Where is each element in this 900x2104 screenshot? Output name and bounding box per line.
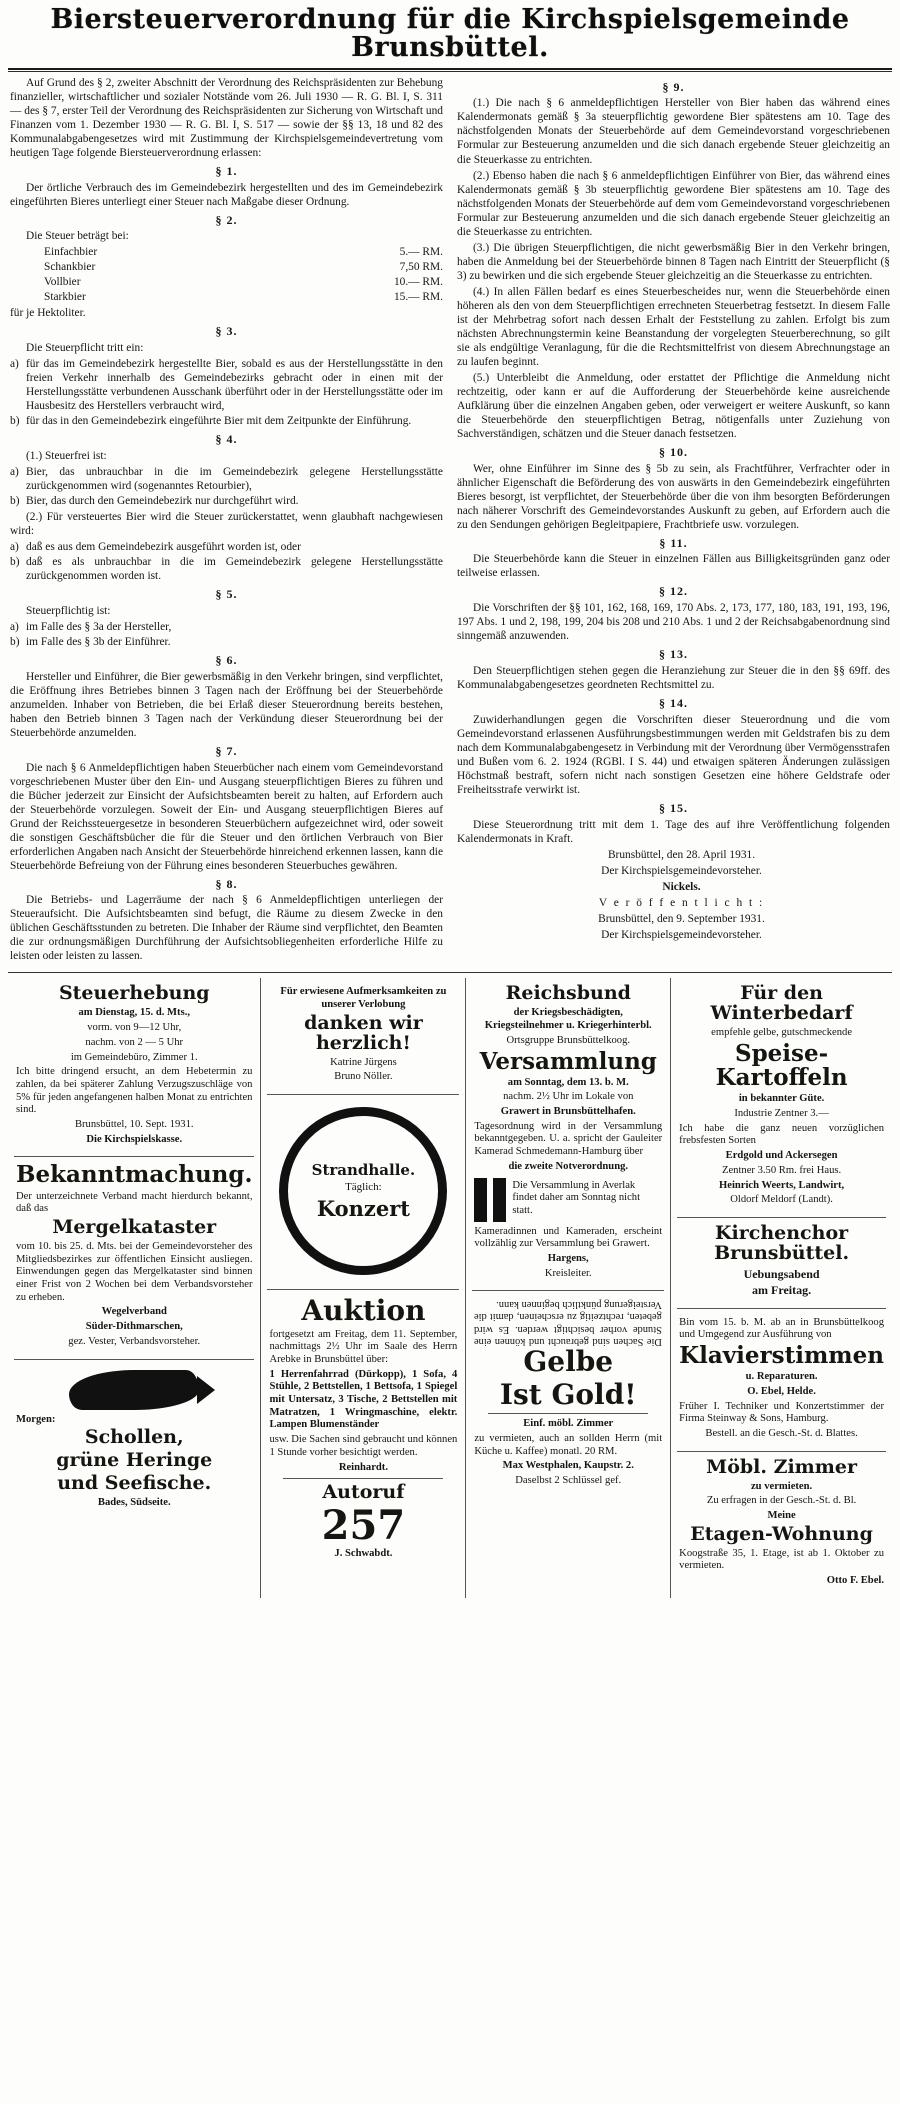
section-heading-13: § 13. bbox=[659, 647, 688, 662]
ad-subtitle: Ortsgruppe Brunsbüttelkoog. bbox=[506, 1034, 631, 1046]
ad-body: Ich bitte dringend ersucht, an dem Hebetermin zu zahlen, da bei späterer Zahlung Verzugszuschläge von 5% für jeden angefangenen halben Monat zu entrichten sind. bbox=[16, 1066, 253, 1116]
tax-rate-list bbox=[10, 245, 443, 304]
section-14-p1: Zuwiderhandlungen gegen die Vorschriften dieser Steuerordnung und die vom Gemeindevorstand erlassenen Ausführungsbestimmungen werden mit Geldstrafen bis zu dem nach dem Kommunalabgabengesetz in Verbindung mit der Verordnung über Vermögensstrafen und Bußen vom 6. 2. 1924 (RGBl. I S. 44) und etwaigen späteren Änderungen zulässigen Höchstmaß bestraft, sofern nicht nach sonstigen Gesetzen eine höhere Geldstrafe oder Freiheitsstrafe verwirkt ist. bbox=[457, 713, 890, 796]
ad-line-3: Früher I. Techniker und Konzertstimmer der Firma Steinway & Sons, Hamburg. bbox=[679, 1400, 884, 1425]
section-heading-15: § 15. bbox=[659, 800, 688, 815]
fish-icon bbox=[69, 1370, 199, 1410]
ad-line-3: nachm. von 2 — 5 Uhr bbox=[85, 1036, 184, 1048]
masthead-rule-thick bbox=[8, 68, 892, 70]
list-item bbox=[10, 635, 443, 649]
ad-body-3: usw. Die Sachen sind gebraucht und können 1 Stunde vorher besichtigt werden. bbox=[269, 1434, 458, 1458]
list-item bbox=[10, 357, 443, 413]
ad-top: Bin vom 15. b. M. ab an in Brunsbüttelkoog und Umgegend zur Ausführung von bbox=[679, 1316, 884, 1341]
ad-headline: Speise-Kartoffeln bbox=[715, 1040, 848, 1092]
ad-divider bbox=[283, 1478, 443, 1479]
ad-title: Morgen: bbox=[16, 1413, 56, 1425]
ad-upside-down-notice[interactable] bbox=[472, 1291, 664, 1497]
ad-verlobung-dank[interactable] bbox=[267, 978, 459, 1095]
page-title: Biersteuerverordnung für die Kirchspielsgemeinde Brunsbüttel. bbox=[50, 4, 850, 64]
list-item bbox=[10, 540, 443, 554]
section-5-list bbox=[10, 620, 443, 649]
ad-divider bbox=[488, 1413, 648, 1414]
ad-headline: Klavierstimmen bbox=[679, 1342, 884, 1370]
ad-headline-1: Gelbe bbox=[523, 1345, 614, 1379]
ad-line-3: Erdgold und Ackersegen bbox=[725, 1150, 838, 1162]
list-item bbox=[10, 414, 443, 428]
ad-body: Der unterzeichnete Verband macht hierdurch bekannt, daß das bbox=[16, 1190, 253, 1215]
flag-icon bbox=[474, 1178, 487, 1222]
section-9-p1: (1.) Die nach § 6 anmeldepflichtigen Hersteller von Bier haben das während eines Kalendermonats gemäß § 3a steuerpflichtig gewordene Bier spätestens am 10. Tage des nächstfolgenden Monats der Steuerbehörde auf dem Gemeindevorstand vorgeschriebenen Formular zur Besteuerung anzumelden und die sich danach ergebende Steuer gleichzeitig an die Steuerkasse zu entrichten. bbox=[457, 97, 890, 166]
rate-value-1: 7,50 RM. bbox=[399, 261, 443, 274]
ad-wohnung[interactable] bbox=[677, 1452, 886, 1598]
ad-klavierstimmen[interactable] bbox=[677, 1309, 886, 1452]
tax-rate-row bbox=[10, 275, 443, 289]
ad-headline-2: Etagen-Wohnung bbox=[690, 1522, 873, 1545]
ad-fischhandlung[interactable] bbox=[14, 1360, 254, 1520]
section-15-p1: Diese Steuerordnung tritt mit dem 1. Tage des auf ihre Veröffentlichung folgenden Kalendermonats in Kraft. bbox=[457, 818, 890, 845]
ad-title-2: der Kriegsbeschädigten, Kriegsteilnehmer u. Kriegerhinterbl. bbox=[484, 1007, 652, 1032]
ad-line-1: Schollen, bbox=[84, 1426, 184, 1449]
ad-body-2: Kameradinnen und Kameraden, erscheint vollzählig zur Versammlung bei Grawert. bbox=[474, 1225, 663, 1250]
ad-name-2: Bruno Nöller. bbox=[334, 1071, 393, 1083]
ad-title-2: empfehle gelbe, gutschmeckende bbox=[711, 1027, 853, 1039]
ad-line-1: am Dienstag, 15. d. Mts., bbox=[78, 1007, 190, 1019]
ad-room-body: zu vermieten, auch an sollden Herrn (mit Küche u. Kaffee) monatl. 20 RM. bbox=[474, 1432, 663, 1457]
list-text: für das in den Gemeindebezirk eingeführte Bier mit dem Zeitpunkte der Einführung. bbox=[26, 415, 412, 428]
ad-subtitle: Mergelkataster bbox=[52, 1215, 217, 1238]
advertisement-section bbox=[0, 978, 900, 1605]
ad-title: Kirchenchor Brunsbüttel. bbox=[714, 1221, 850, 1264]
ad-headline-2: Ist Gold! bbox=[499, 1377, 637, 1411]
intro-paragraph: Auf Grund des § 2, zweiter Abschnitt der Verordnung des Reichspräsidenten zur Behebung finanzieller, wirtschaftlicher und sozialer Notstände vom 26. Juli 1930 — R. G. Bl. I, S. 311 — des § 7, erster Teil der Verordnung des Reichspräsidenten zur Sicherung von Wirtschaft und Finanzen vom 1. Dezember 1930 — R. G. Bl. I, S. 517 — sowie der §§ 13, 18 und 82 des Kommunalabgabengesetzes wird mit Zustimmung der Kirchspielsgemeindevertretung vom heutigen Tage folgende Biersteuerverordnung erlassen: bbox=[10, 76, 443, 159]
ad-body-2: vom 10. bis 25. d. Mts. bei der Gemeindevorsteher des Mitgliedsbezirkes zur öffentlichen Einsicht ausliegen. Einwendungen gegen das Mergelkataster sind binnen einer Frist von 2 Wochen bei dem Verbandsvorsteher zu erheben. bbox=[16, 1240, 253, 1303]
tax-rate-row bbox=[10, 260, 443, 274]
ad-line-3: Meine bbox=[767, 1510, 796, 1522]
section-11-p1: Die Steuerbehörde kann die Steuer in einzelnen Fällen aus Billigkeitsgründen ganz oder teilweise erlassen. bbox=[457, 553, 890, 580]
left-column bbox=[10, 76, 443, 966]
ad-bekanntmachung[interactable] bbox=[14, 1157, 254, 1359]
circle-frame bbox=[279, 1107, 447, 1275]
flag-icon bbox=[493, 1178, 506, 1222]
ad-body-2: 1 Herrenfahrrad (Dürkopp), 1 Sofa, 4 Stühle, 2 Bettstellen, 1 Bettsofa, 1 Spiegel mit Untersatz, 3 Tische, 2 Bettstellen mit Matratzen, 1 Wringmaschine, elektr. Lampen Blumenständer bbox=[269, 1368, 458, 1431]
publish-label: V e r ö f f e n t l i c h t : bbox=[598, 896, 765, 909]
ad-line-1: u. Reparaturen. bbox=[745, 1371, 818, 1383]
list-text: für das im Gemeindebezirk hergestellte Bier, sobald es aus der Herstellungsstätte in den freien Verkehr innerhalb des Gemeindebezirks gebracht oder in einen mit der Herstellungsstätte verbundenen Ausschank überführt oder in der Herstellungsstätte oder im Hausbesitz des Herstellers verbraucht wird, bbox=[26, 358, 443, 413]
ad-line-3: Grawert in Brunsbüttelhafen. bbox=[500, 1106, 636, 1118]
section-9-p4: (4.) In allen Fällen bedarf es eines Steuerbescheides nur, wenn die Steuerbehörde einen höheren als den von dem Steuerpflichtigen errechneten Steuerbetrag festsetzt. In diesem Falle ist der Mehrbetrag sofort nach dessen Erhalt der Feststellung zu zahlen. Erfolgt bis zum nächsten Abrechnungstermin keine Beanstandung der vorgelegten Steuerberechnung, so gilt sie als endgültige Veranlagung, für die die Rechtsmittelfrist von diesem Abrechnungstage an zu laufen beginnt. bbox=[457, 285, 890, 368]
ad-column-4 bbox=[671, 978, 892, 1597]
ad-line-2: grüne Heringe bbox=[56, 1449, 213, 1472]
section-10-p1: Wer, ohne Einführer im Sinne des § 5b zu sein, als Frachtführer, Verfrachter oder in ähnlicher Eigenschaft die Beförderung des von auswärts in den Gemeindebezirk eingeführten Bieres besorgt, ist verpflichtet, der Steuerbehörde über die von ihm besorgten Beförderungen nach näherer Vorschrift des Gemeindevorstandes Auskunft zu geben, auf Erfordern auch die zu den Sendungen gehörigen Begleitpapiere, Frachtbriefe usw. vorzulegen. bbox=[457, 462, 890, 531]
section-3-list bbox=[10, 357, 443, 428]
ad-foot-1: Wegelverband bbox=[101, 1306, 167, 1318]
section-13-p1: Den Steuerpflichtigen stehen gegen die Heranziehung zur Steuer die in den §§ 69ff. des Kommunalabgabengesetzes geordneten Rechtsmittel zu. bbox=[457, 664, 890, 691]
ad-line-3: und Seefische. bbox=[57, 1472, 212, 1495]
section-9-p5: (5.) Unterbleibt die Anmeldung, oder erstattet der Pflichtige die Anmeldung nicht rechtzeitig, oder kann er auf die Aufforderung der Steuerbehörde keine ausreichende Aufklärung über die einzelnen Angaben geben, oder verweigert er weitere Auskunft, so kann die Steuerbehörde den steuerpflichtigen Betrag, nötigenfalls unter Zuziehung von Sachverständigen, schätzen und die Steuer danach festsetzen. bbox=[457, 371, 890, 440]
section-heading-14: § 14. bbox=[659, 696, 688, 710]
section-4-p1: (1.) Steuerfrei ist: bbox=[26, 450, 107, 462]
ad-title: Strandhalle. bbox=[311, 1160, 416, 1179]
ad-kartoffeln[interactable] bbox=[677, 978, 886, 1217]
ad-line-1: Industrie Zentner 3.— bbox=[734, 1108, 829, 1120]
section-5-lead: Steuerpflichtig ist: bbox=[26, 604, 111, 617]
list-item bbox=[10, 555, 443, 583]
rate-value-2: 10.— RM. bbox=[393, 276, 443, 289]
ad-foot-2: Süder-Dithmarschen, bbox=[85, 1321, 183, 1333]
section-heading-3: § 3. bbox=[215, 324, 238, 339]
rate-name-0: Einfachbier bbox=[44, 246, 98, 259]
ad-auktion[interactable] bbox=[267, 1290, 459, 1571]
ad-body: Tagesordnung wird in der Versammlung bekanntgegeben. U. a. spricht der Gauleiter Kamerad Schmedemann-Hamburg über bbox=[474, 1120, 663, 1158]
ad-phone-number: 257 bbox=[321, 1502, 406, 1550]
ad-signature-1: Hargens, bbox=[547, 1252, 589, 1264]
section-4-list-2 bbox=[10, 540, 443, 583]
section-heading-11: § 11. bbox=[659, 535, 688, 550]
section-heading-9: § 9. bbox=[662, 79, 685, 94]
ad-note: Die Versammlung in Averlak findet daher am Sonntag nicht statt. bbox=[512, 1179, 641, 1216]
ad-rotated-text: Die Sachen sind gebraucht und können eine Stunde vorher besichtigt werden. Es wird gebeten, rechtzeitig zu erscheinen, damit die Versteigerung pünktlich beginnen kann. bbox=[474, 1298, 663, 1348]
ad-line-4: Zentner 3.50 Rm. frei Haus. bbox=[722, 1164, 842, 1176]
ad-foot-2: Die Kirchspielskasse. bbox=[86, 1133, 183, 1145]
ad-column-1 bbox=[8, 978, 261, 1597]
section-8-p1: Die Betriebs- und Lagerräume der nach § 6 Anmeldepflichtigen unterliegen der Steueraufsicht. Die Aufsichtsbeamten sind befugt, die Räume zu diesem Zwecke in den üblichen Geschäftsstunden zu betreten. Die Inhaber der Räume sind verpflichtet, den Beamten die zur ordnungsmäßigen Durchführung der Aufsichtsobliegenheiten erforderliche Hilfe zu leisten oder leisten zu lassen. bbox=[10, 894, 443, 963]
section-3-lead: Die Steuerpflicht tritt ein: bbox=[26, 342, 144, 355]
ad-line-4: im Gemeindebüro, Zimmer 1. bbox=[70, 1051, 198, 1063]
ad-autoruf-label: Autoruf bbox=[322, 1481, 405, 1504]
list-marker: b) bbox=[10, 495, 20, 508]
ad-room-title: Einf. möbl. Zimmer bbox=[523, 1418, 614, 1430]
ad-signature: Reinhardt. bbox=[338, 1461, 388, 1473]
ad-headline: Konzert bbox=[316, 1196, 410, 1222]
rate-name-1: Schankbier bbox=[44, 261, 96, 274]
section-heading-10: § 10. bbox=[659, 444, 688, 459]
tax-rate-row bbox=[10, 290, 443, 304]
list-text: im Falle des § 3a der Hersteller, bbox=[26, 620, 172, 633]
ad-line-4: Bestell. an die Gesch.-St. d. Blattes. bbox=[705, 1427, 858, 1439]
list-text: Bier, das unbrauchbar in die im Gemeindebezirk gelegene Herstellungsstätte zurückgenommen wird (sogenanntes Retourbier), bbox=[26, 466, 443, 493]
ad-subtitle: Täglich: bbox=[345, 1180, 382, 1193]
rate-name-3: Starkbier bbox=[44, 291, 86, 304]
list-marker: a) bbox=[10, 541, 19, 554]
section-heading-6: § 6. bbox=[215, 652, 238, 667]
ad-title-1: Für den Winterbedarf bbox=[710, 982, 853, 1025]
ad-room-note: Daselbst 2 Schlüssel gef. bbox=[515, 1474, 622, 1486]
ad-line-1: zu vermieten. bbox=[750, 1480, 813, 1492]
section-4-p2: (2.) Für versteuertes Bier wird die Steuer zurückerstattet, wenn glaubhaft nachgewiesen wird: bbox=[10, 511, 443, 538]
list-marker: a) bbox=[10, 358, 19, 371]
ad-bold-line: die zweite Notverordnung. bbox=[508, 1160, 629, 1172]
ad-steuerhebung[interactable] bbox=[14, 978, 254, 1157]
list-item bbox=[10, 494, 443, 508]
ad-column-2 bbox=[261, 978, 466, 1597]
ad-body: fortgesetzt am Freitag, dem 11. September, nachmittags 2½ Uhr im Saale des Herrn Arebke in Brunsbüttel über: bbox=[269, 1328, 458, 1365]
section-4-list-1 bbox=[10, 465, 443, 508]
ad-line-2: Ich habe die ganz neuen vorzüglichen frebsfesten Sorten bbox=[679, 1122, 884, 1147]
list-marker: b) bbox=[10, 556, 20, 569]
section-heading-2: § 2. bbox=[215, 212, 238, 227]
section-heading-5: § 5. bbox=[215, 587, 238, 602]
ad-title-1: Reichsbund bbox=[505, 982, 631, 1005]
section-heading-4: § 4. bbox=[215, 432, 238, 447]
ad-line-2: vorm. von 9—12 Uhr, bbox=[87, 1022, 182, 1034]
ad-line-5: Otto F. Ebel. bbox=[826, 1575, 884, 1587]
section-2-footer: für je Hektoliter. bbox=[10, 307, 86, 320]
ad-foot-3: gez. Vester, Verbandsvorsteher. bbox=[68, 1335, 201, 1347]
ad-subtitle: in bekannter Güte. bbox=[738, 1093, 825, 1105]
section-12-p1: Die Vorschriften der §§ 101, 162, 168, 169, 170 Abs. 2, 173, 177, 180, 183, 191, 193, 196, 197 Abs. 1 und 2, 198, 199, 204 bis 208 und 210 Abs. 1 und 2 der Reichsabgabenordnung sind sinngemäß anzuwenden. bbox=[457, 602, 890, 643]
signature-authority: Der Kirchspielsgemeindevorsteher. bbox=[601, 864, 762, 877]
ad-title: Auktion bbox=[301, 1294, 426, 1328]
ad-column-3 bbox=[466, 978, 671, 1597]
ad-headline: Versammlung bbox=[479, 1047, 657, 1075]
flag-icons bbox=[474, 1178, 662, 1222]
section-heading-1: § 1. bbox=[215, 163, 238, 178]
tax-rate-row bbox=[10, 245, 443, 259]
ad-line-2: O. Ebel, Helde. bbox=[747, 1385, 816, 1397]
ad-signature-1: Heinrich Weerts, Landwirt, bbox=[719, 1179, 845, 1191]
ad-title: Steuerhebung bbox=[58, 982, 210, 1005]
masthead-rule-thin bbox=[8, 71, 892, 72]
section-9-p3: (3.) Die übrigen Steuerpflichtigen, die nicht gewerbsmäßig Bier in den Verkehr bringen, haben die Anmeldung bei der Steuerbehörde binnen 8 Tagen nach Eintritt der Steuerpflicht (§ 3) zu bewirken und die sich ergebende Steuer gleichzeitig an die Steuerkasse zu entrichten. bbox=[457, 241, 890, 282]
ad-strandhalle-konzert[interactable] bbox=[267, 1095, 459, 1290]
signature-place-date: Brunsbüttel, den 28. April 1931. bbox=[607, 848, 756, 861]
section-9-p2: (2.) Ebenso haben die nach § 6 anmeldepflichtigen Einführer von Bier, das während eines Kalendermonats gemäß § 3b steuerpflichtig gewordene Bier spätestens am 10. Tage des nächstfolgenden Monats der Steuerbehörde auf dem vom Gemeindevorstand vorgeschriebenen Formular zur Besteuerung anzumelden und die sich danach ergebende Steuer gleichzeitig an die Steuerkasse zu entrichten. bbox=[457, 169, 890, 238]
ad-title: Bekanntmachung. bbox=[16, 1161, 253, 1189]
ad-line-1: Uebungsabend bbox=[743, 1266, 820, 1281]
list-marker: b) bbox=[10, 635, 20, 648]
ad-line-2: am Freitag. bbox=[752, 1283, 812, 1298]
rate-name-2: Vollbier bbox=[44, 276, 81, 289]
ad-top: Für erwiesene Aufmerksamkeiten zu unserer Verlobung bbox=[280, 986, 447, 1011]
ad-thanks: danken wir herzlich! bbox=[304, 1011, 423, 1054]
list-item bbox=[10, 620, 443, 634]
list-text: daß es aus dem Gemeindebezirk ausgeführt worden ist, oder bbox=[26, 541, 301, 554]
ad-headline-1: Möbl. Zimmer bbox=[706, 1455, 857, 1478]
ad-line-1: am Sonntag, dem 13. b. M. bbox=[507, 1076, 629, 1088]
list-marker: b) bbox=[10, 415, 20, 428]
section-heading-7: § 7. bbox=[215, 743, 238, 758]
ad-room-advertiser: Max Westphalen, Kaupstr. 2. bbox=[502, 1460, 634, 1472]
signature-name: Nickels. bbox=[662, 880, 701, 893]
ad-line-4: Koogstraße 35, 1. Etage, ist ab 1. Oktober zu vermieten. bbox=[679, 1547, 884, 1572]
list-text: daß es als unbrauchbar in die im Gemeindebezirk gelegene Herstellungsstätte zurückgenommen worden ist. bbox=[26, 556, 443, 583]
section-7-p1: Die nach § 6 Anmeldepflichtigen haben Steuerbücher nach einem vom Gemeindevorstand vorgeschriebenen Muster über den Ein- und Ausgang steuerpflichtigen Bieres zu führen und die Bücher jederzeit zur Einsicht der Aufsichtsbeamten bereit zu halten, auf Erfordern auch der Steuerbehörde vorzulegen. Soweit der Ein- und Ausgang steuerpflichtigen Bieres auf Grund der Reichssteuergesetze in besonderen Steuerbüchern aufgezeichnet wird, oder soweit die sonstigen Geschäftsbücher die für die Steuer und den örtlichen Verbrauch von Bier erforderlichen Angaben nach Ansicht der Steuerbehörde hinreichend erkennen lassen, kann die Steuerbehörde Befreiung von der Führung eines besonderen Steuerbuches gewähren. bbox=[10, 761, 443, 872]
list-text: Bier, das durch den Gemeindebezirk nur durchgeführt wird. bbox=[26, 495, 299, 508]
ad-reichsbund-versammlung[interactable] bbox=[472, 978, 664, 1291]
ad-foot: Bades, Südseite. bbox=[97, 1497, 171, 1509]
ad-signature-2: Oldorf Meldorf (Landt). bbox=[730, 1194, 833, 1206]
section-1-p1: Der örtliche Verbrauch des im Gemeindebezirk hergestellten und des im Gemeindebezirk eingeführten Bieres unterliegt einer Steuer nach Maßgabe dieser Ordnung. bbox=[10, 181, 443, 208]
ad-kirchenchor[interactable] bbox=[677, 1218, 886, 1309]
list-marker: a) bbox=[10, 620, 19, 633]
list-item bbox=[10, 465, 443, 493]
section-6-p1: Hersteller und Einführer, die Bier gewerbsmäßig in den Verkehr bringen, sind verpflichtet, die Eröffnung ihres Betriebes binnen 3 Tagen nach der Eröffnung bei der Steuerbehörde anzumelden. Inhaber von Betrieben, die bei Erlaß dieser Steuerordnung bereits bestehen, haben den Betrieb binnen 3 Tagen nach der Verkündung dieser Steuerordnung bei der Steuerbehörde anzumelden. bbox=[10, 670, 443, 739]
ad-advertiser: J. Schwabdt. bbox=[334, 1548, 393, 1560]
rate-value-0: 5.— RM. bbox=[399, 246, 443, 259]
right-column bbox=[457, 76, 890, 966]
ad-name-1: Katrine Jürgens bbox=[330, 1056, 397, 1068]
publish-place-date: Brunsbüttel, den 9. September 1931. bbox=[598, 912, 765, 925]
publish-authority: Der Kirchspielsgemeindevorsteher. bbox=[601, 928, 762, 941]
ads-divider bbox=[8, 972, 892, 973]
section-heading-12: § 12. bbox=[659, 584, 688, 599]
section-2-lead: Die Steuer beträgt bei: bbox=[26, 230, 129, 243]
ad-line-2: nachm. 2½ Uhr im Lokale von bbox=[503, 1091, 634, 1103]
section-heading-8: § 8. bbox=[215, 876, 238, 891]
ad-foot-1: Brunsbüttel, 10. Sept. 1931. bbox=[74, 1119, 194, 1131]
ordinance-body bbox=[0, 76, 900, 966]
ad-signature-2: Kreisleiter. bbox=[544, 1267, 592, 1279]
list-marker: a) bbox=[10, 466, 19, 479]
ad-line-2: Zu erfragen in der Gesch.-St. d. Bl. bbox=[706, 1495, 857, 1507]
list-text: im Falle des § 3b der Einführer. bbox=[26, 635, 171, 648]
rate-value-3: 15.— RM. bbox=[393, 291, 443, 304]
